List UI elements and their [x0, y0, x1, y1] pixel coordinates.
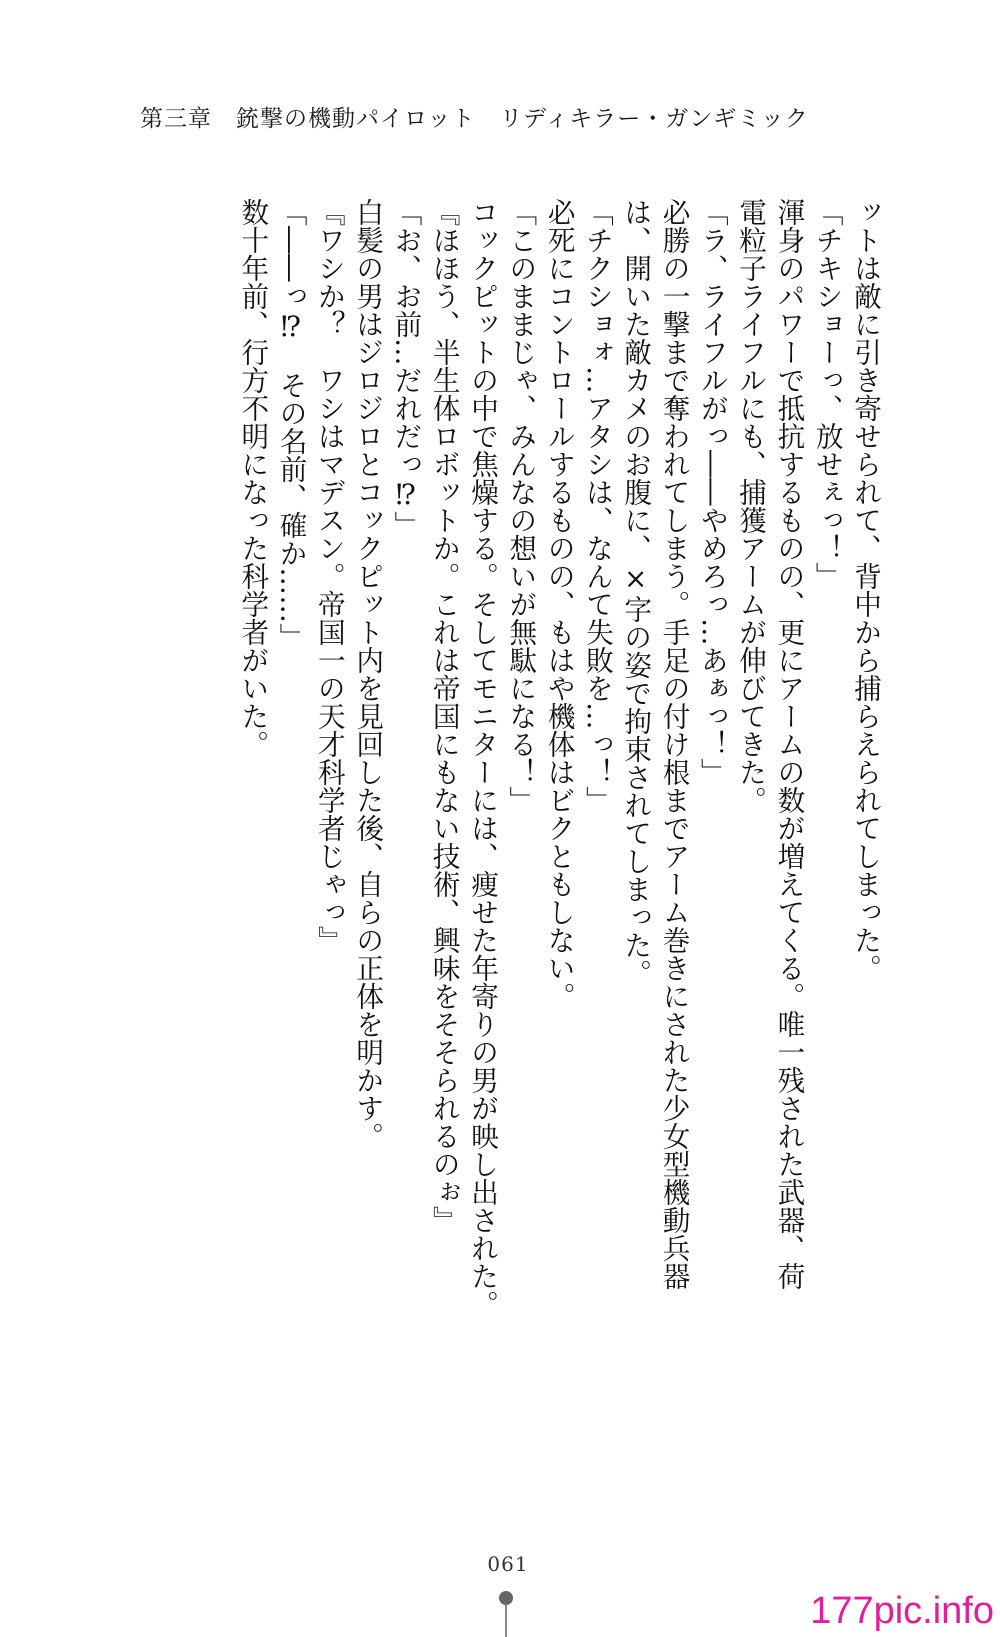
running-head: 第三章 銃撃の機動パイロット リディキラー・ガンギミック: [140, 106, 809, 132]
text-line: 渾身のパワーで抵抗するものの、更にアームの数が増えてくる。唯一残された武器、荷: [772, 198, 806, 1290]
text-line: 『ワシか？ ワシはマデスン。帝国一の天才科学者じゃっ』: [312, 198, 346, 954]
text-line: 「――っ⁉ その名前、確か……」: [274, 198, 308, 652]
text-line: 「チクショォ…アタシは、なんて失敗を…っ！」: [580, 198, 614, 814]
text-line: 『ほほう、半生体ロボットか。これは帝国にもない技術、興味をそそられるのぉ』: [427, 198, 461, 1234]
text-line: 数十年前、行方不明になった科学者がいた。: [236, 198, 270, 758]
folio-stem-ornament: [505, 1605, 507, 1637]
text-line: 「お、お前…だれだっ⁉」: [389, 198, 423, 540]
text-line: は、開いた敵カメのお腹に、×字の姿で拘束されてしまった。: [619, 198, 653, 988]
text-line: 必死にコントロールするものの、もはや機体はビクともしない。: [542, 198, 576, 1010]
page-number: 061: [487, 1552, 529, 1576]
watermark: 177pic.info: [810, 1590, 994, 1632]
text-line: 「ラ、ライフルがっ――やめろっ…あぁっ！」: [695, 198, 729, 786]
text-line: 「このままじゃ、みんなの想いが無駄になる！」: [504, 198, 538, 814]
text-line: 「チキショーっ、放せぇっ！」: [810, 198, 844, 590]
text-line: ットは敵に引き寄せられて、背中から捕らえられてしまった。: [849, 198, 882, 982]
body-text: [144, 198, 884, 1348]
folio-dot-ornament: [499, 1591, 513, 1605]
text-line: コックピットの中で焦燥する。そしてモニターには、痩せた年寄りの男が映し出された。: [466, 198, 500, 1318]
text-line: 白髪の男はジロジロとコックピット内を見回した後、自らの正体を明かす。: [351, 198, 385, 1150]
text-line: 必勝の一撃まで奪われてしまう。手足の付け根までアーム巻きにされた少女型機動兵器: [657, 198, 691, 1290]
text-line: 電粒子ライフルにも、捕獲アームが伸びてきた。: [734, 198, 768, 814]
